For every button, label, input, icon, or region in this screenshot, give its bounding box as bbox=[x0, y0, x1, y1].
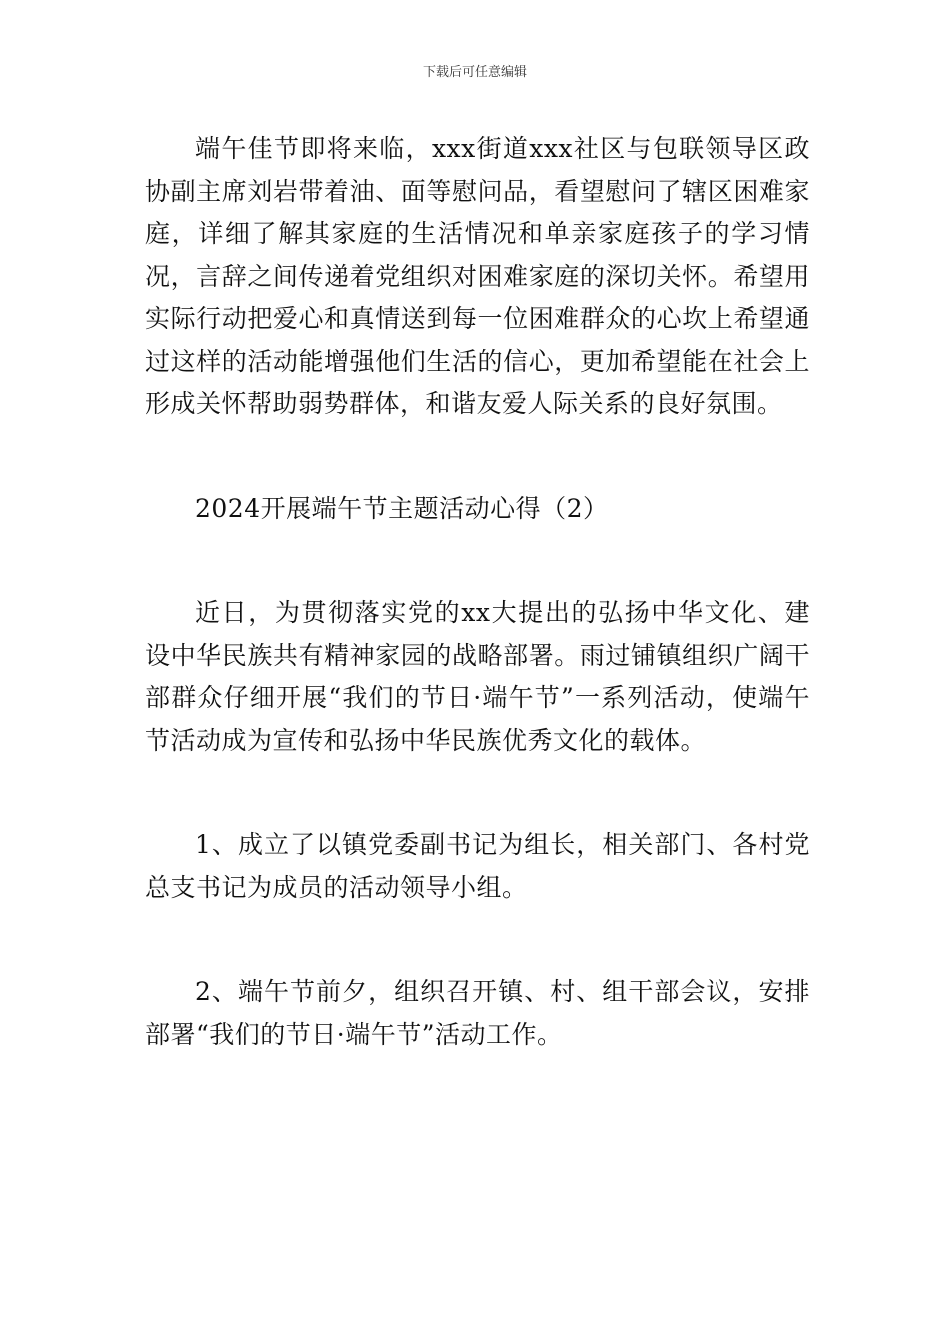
section-heading: 2024开展端午节主题活动心得（2） bbox=[195, 493, 609, 523]
paragraph-item-1: 1、成立了以镇党委副书记为组长，相关部门、各村党总支书记为成员的活动领导小组。 bbox=[145, 830, 810, 902]
paragraph-intro: 端午佳节即将来临，xxx街道xxx社区与包联领导区政协副主席刘岩带着油、面等慰问品，看望慰问了辖区困难家庭，详细了解其家庭的生活情况和单亲家庭孩子的学习情况，言辞之间传递着党组织对困难家庭的深切关怀。希望用实际行动把爱心和真情送到每一位困难群众的心坎上希望通过这样的活动能增强他们生活的信心，更加希望能在社会上形成关怀帮助弱势群体，和谐友爱人际关系的良好氛围。 bbox=[145, 134, 810, 418]
paragraph-item-2: 2、端午节前夕，组织召开镇、村、组干部会议，安排部署“我们的节日·端午节”活动工作。 bbox=[145, 977, 810, 1049]
page-header: 下载后可任意编辑 bbox=[422, 65, 527, 80]
paragraph-activity-overview: 近日，为贯彻落实党的xx大提出的弘扬中华文化、建设中华民族共有精神家园的战略部署。雨过铺镇组织广阔干部群众仔细开展“我们的节日·端午节”一系列活动，使端午节活动成为宣传和弘扬中华民族优秀文化的载体。 bbox=[145, 598, 810, 755]
document-body bbox=[145, 128, 810, 1056]
